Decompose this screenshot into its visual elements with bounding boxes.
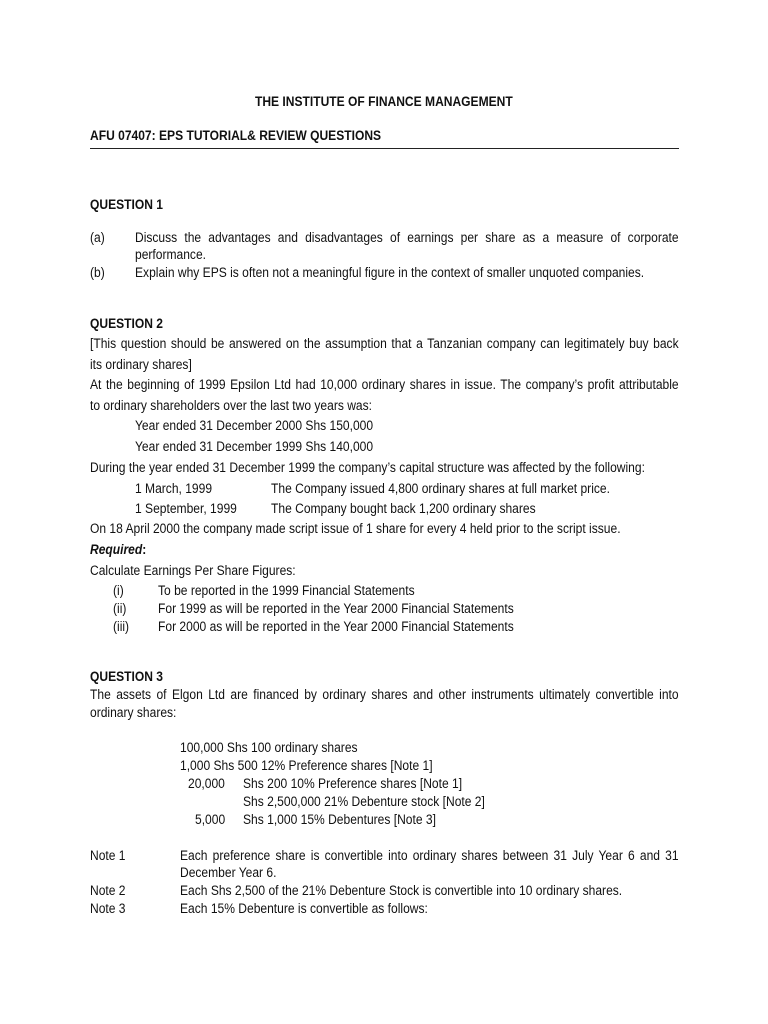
q3-intro-line2: ordinary shares: [90,705,177,720]
q2-profit-2000: Year ended 31 December 2000 Shs 150,000 [135,418,374,433]
q2-item-ii-text: For 1999 as will be reported in the Year 2000 Financial Statements [158,601,514,616]
q3-intro-line1: The assets of Elgon Ltd are financed by ordinary shares and other instruments ultimately convertible into [90,687,679,702]
q2-item-ii-label: (ii) [113,601,127,616]
q2-assumption-line2: its ordinary shares] [90,357,192,372]
header-divider [90,148,679,149]
institute-title: THE INSTITUTE OF FINANCE MANAGEMENT [254,94,513,109]
q2-profit-1999: Year ended 31 December 1999 Shs 140,000 [135,439,374,454]
q3-instrument-1: 100,000 Shs 100 ordinary shares [180,740,358,755]
q3-instrument-2: 1,000 Shs 500 12% Preference shares [Note 1] [180,758,433,773]
q2-event-2-date: 1 September, 1999 [135,501,237,516]
question-2-title: QUESTION 2 [90,316,163,331]
q2-calculate: Calculate Earnings Per Share Figures: [90,563,296,578]
q3-note-3-label: Note 3 [90,901,126,916]
question-1-title: QUESTION 1 [90,197,163,212]
q1-item-b-text: Explain why EPS is often not a meaningful figure in the context of smaller unquoted companies. [135,265,645,280]
q3-note-3-text: Each 15% Debenture is convertible as follows: [180,901,428,916]
q2-capital-structure: During the year ended 31 December 1999 the company’s capital structure was affected by the following: [90,460,645,475]
q1-item-a-line2: performance. [135,247,207,262]
q2-assumption-line1: [This question should be answered on the assumption that a Tanzanian company can legitimately buy back [90,336,679,351]
q2-intro-line1: At the beginning of 1999 Epsilon Ltd had 10,000 ordinary shares in issue. The company’s profit attributable [90,377,679,392]
q3-note-2-label: Note 2 [90,883,126,898]
q1-item-b-label: (b) [90,265,105,280]
q3-instrument-4-text: Shs 2,500,000 21% Debenture stock [Note 2] [243,794,485,809]
question-3-title: QUESTION 3 [90,669,163,684]
q2-item-i-text: To be reported in the 1999 Financial Statements [158,583,415,598]
q2-event-2-text: The Company bought back 1,200 ordinary shares [271,501,536,516]
q3-instrument-3-text: Shs 200 10% Preference shares [Note 1] [243,776,463,791]
q2-item-iii-text: For 2000 as will be reported in the Year 2000 Financial Statements [158,619,514,634]
course-title: AFU 07407: EPS TUTORIAL& REVIEW QUESTIONS [90,128,382,143]
q3-note-1-label: Note 1 [90,848,126,863]
q2-event-1-date: 1 March, 1999 [135,481,213,496]
q3-instrument-5-text: Shs 1,000 15% Debentures [Note 3] [243,812,436,827]
q2-script-issue: On 18 April 2000 the company made script issue of 1 share for every 4 held prior to the script issue. [90,521,621,536]
q2-required: Required: [90,542,147,557]
q1-item-a-line1: Discuss the advantages and disadvantages of earnings per share as a measure of corporate [135,230,679,245]
q2-item-i-label: (i) [113,583,124,598]
q2-event-1-text: The Company issued 4,800 ordinary shares at full market price. [271,481,610,496]
q3-instrument-3-qty: 20,000 [188,776,225,791]
q3-instrument-5-qty: 5,000 [195,812,226,827]
q3-note-1-line1: Each preference share is convertible into ordinary shares between 31 July Year 6 and 31 [180,848,679,863]
q1-item-a-label: (a) [90,230,105,245]
q2-item-iii-label: (iii) [113,619,130,634]
q3-note-1-line2: December Year 6. [180,865,277,880]
q2-intro-line2: to ordinary shareholders over the last two years was: [90,398,373,413]
q3-note-2-text: Each Shs 2,500 of the 21% Debenture Stock is convertible into 10 ordinary shares. [180,883,623,898]
